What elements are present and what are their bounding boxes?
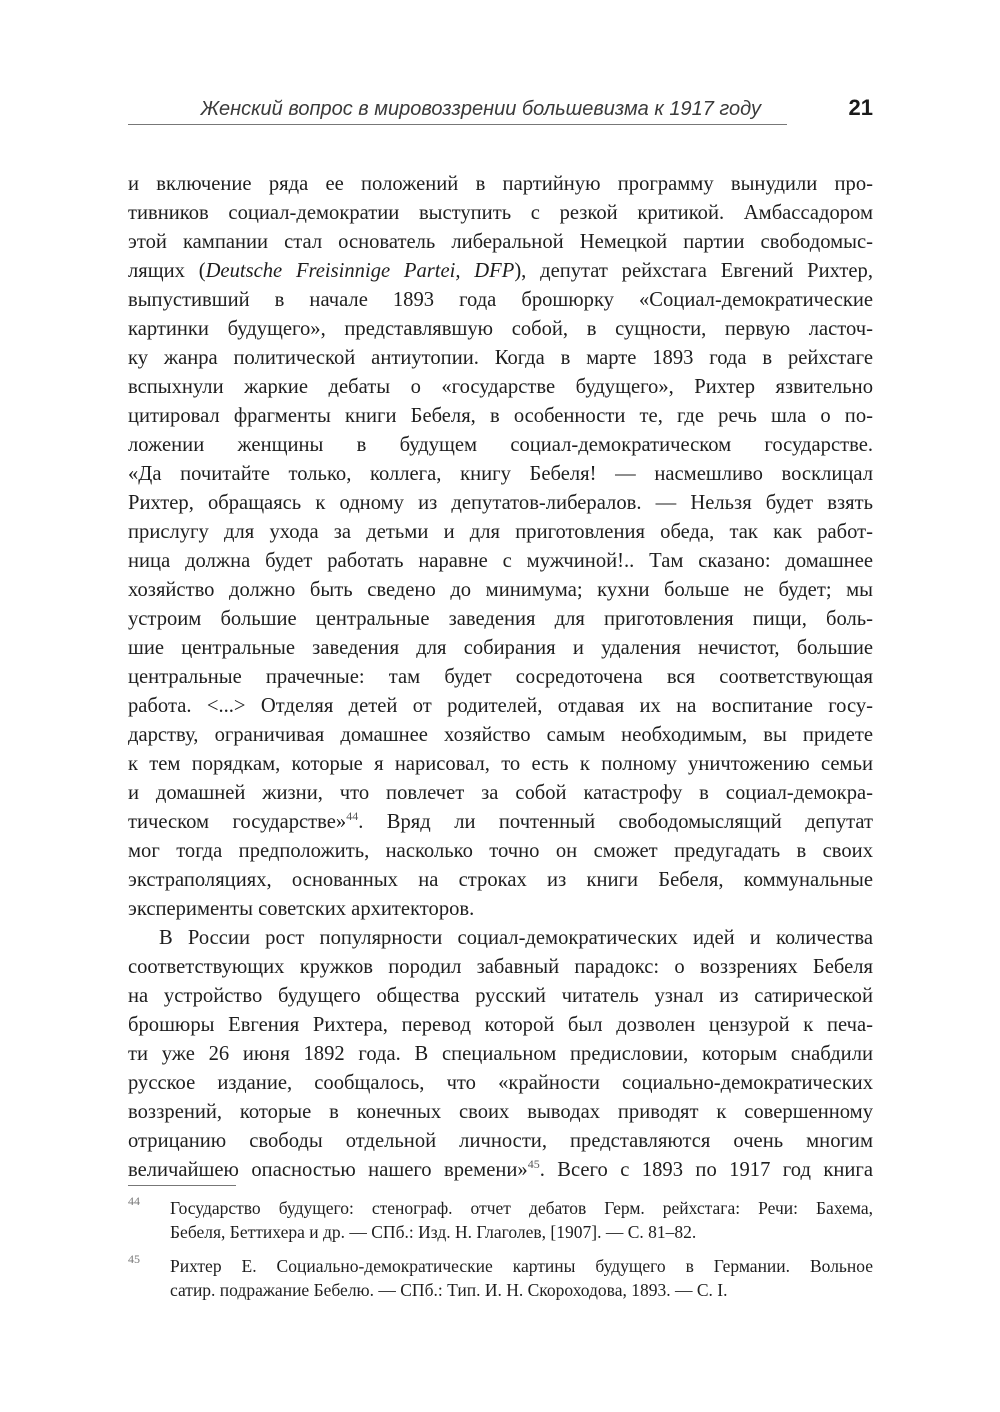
text-line: брошюры Евгения Рихтера, перевод которой был дозволен цензурой к печа- xyxy=(128,1014,873,1036)
text-segment: тическом государстве» xyxy=(128,811,347,833)
text-segment: величайшею опасностью нашего времени» xyxy=(128,1159,528,1181)
footnote-separator xyxy=(128,1185,236,1186)
footnote-number: 44 xyxy=(128,1194,140,1208)
text-line: лящих (Deutsche Freisinnige Partei, DFP), депутат рейхстага Евгений Рихтер, xyxy=(128,260,873,282)
header-rule xyxy=(128,124,787,125)
text-line: шие центральные заведения для собирания и удаления нечистот, большие xyxy=(128,637,873,659)
footnote-line: Рихтер Е. Социально-демократические картины будущего в Германии. Вольное xyxy=(170,1256,873,1276)
footnote-ref-45[interactable]: 45 xyxy=(527,1157,540,1172)
text-line: ница должна будет работать наравне с мужчиной!.. Там сказано: домашнее xyxy=(128,550,873,572)
footnote-44 xyxy=(128,1196,873,1244)
footnote-line: Государство будущего: стенограф. отчет дебатов Герм. рейхстага: Речи: Бахема, xyxy=(170,1198,873,1218)
text-segment: . Всего с 1893 по 1917 год книга xyxy=(539,1159,873,1181)
text-segment: . Вряд ли почтенный свободомыслящий депутат xyxy=(358,811,873,833)
text-line: выпустивший в начале 1893 года брошюрку «Социал-демократические xyxy=(128,289,873,311)
text-line: мог тогда предположить, насколько точно он сможет предугадать в своих xyxy=(128,840,873,862)
text-line: «Да почитайте только, коллега, книгу Бебеля! — насмешливо восклицал xyxy=(128,463,873,485)
footnote-number: 45 xyxy=(128,1252,140,1266)
text-line: и включение ряда ее положений в партийную программу вынудили про- xyxy=(128,173,873,195)
text-line: на устройство будущего общества русский читатель узнал из сатирической xyxy=(128,985,873,1007)
text-line: ти уже 26 июня 1892 года. В специальном предисловии, которым снабдили xyxy=(128,1043,873,1065)
running-header xyxy=(128,92,873,126)
text-line xyxy=(128,808,873,837)
text-line: центральные прачечные: там будет сосредоточена вся соответствующая xyxy=(128,666,873,688)
text-line: ку жанра политической антиутопии. Когда в марте 1893 года в рейхстаге xyxy=(128,347,873,369)
paragraph-2 xyxy=(128,924,873,1185)
text-line: воззрений, которые в конечных своих выводах приводят к совершенному xyxy=(128,1101,873,1123)
footnote-ref-44[interactable]: 44 xyxy=(346,809,359,824)
text-line: прислугу для ухода за детьми и для приготовления обеда, так как работ- xyxy=(128,521,873,543)
footnote-45 xyxy=(128,1254,873,1302)
page-number: 21 xyxy=(848,95,873,120)
text-line: тивников социал-демократии выступить с резкой критикой. Амбассадором xyxy=(128,202,873,224)
text-line: дарству, ограничивая домашнее хозяйство самым необходимым, вы придете xyxy=(128,724,873,746)
text-line: отрицанию свободы отдельной личности, представляются очень многим xyxy=(128,1130,873,1152)
text-line: устроим большие центральные заведения для приготовления пищи, боль- xyxy=(128,608,873,630)
paragraph-1 xyxy=(128,170,873,924)
text-line: вспыхнули жаркие дебаты о «государстве будущего», Рихтер язвительно xyxy=(128,376,873,398)
text-line: В России рост популярности социал-демократических идей и количества xyxy=(159,927,873,949)
footnote-line: сатир. подражание Бебелю. — СПб.: Тип. И. Н. Скороходова, 1893. — С. I. xyxy=(170,1280,728,1300)
running-title: Женский вопрос в мировоззрении большевизма к 1917 году xyxy=(200,98,761,120)
main-text xyxy=(128,170,873,1185)
text-line: к тем порядкам, которые я нарисовал, то есть к полному уничтожению семьи xyxy=(128,753,873,775)
text-line: картинки будущего», представлявшую собой, в сущности, первую ласточ- xyxy=(128,318,873,340)
footnotes xyxy=(128,1196,873,1312)
text-line: и домашней жизни, что повлечет за собой катастрофу в социал-демокра- xyxy=(128,782,873,804)
text-line: русское издание, сообщалось, что «крайности социально-демократических xyxy=(128,1072,873,1094)
text-line: Рихтер, обращаясь к одному из депутатов-либералов. — Нельзя будет взять xyxy=(128,492,873,514)
party-name-italic: Deutsche Freisinnige Partei, DFP xyxy=(205,260,515,282)
text-line: эксперименты советских архитекторов. xyxy=(128,898,475,920)
footnote-line: Бебеля, Беттихера и др. — СПб.: Изд. Н. Глаголев, [1907]. — С. 81–82. xyxy=(170,1222,697,1242)
text-line: работа. <...> Отделяя детей от родителей, отдавая их на воспитание госу- xyxy=(128,695,873,717)
text-line: цитировал фрагменты книги Бебеля, в особенности те, где речь шла о по- xyxy=(128,405,873,427)
text-line xyxy=(128,1156,873,1185)
text-line: хозяйство должно быть сведено до минимума; кухни больше не будет; мы xyxy=(128,579,873,601)
text-line: этой кампании стал основатель либеральной Немецкой партии свободомыс- xyxy=(128,231,873,253)
text-line: ложении женщины в будущем социал-демократическом государстве. xyxy=(128,434,873,456)
text-line: соответствующих кружков породил забавный парадокс: о воззрениях Бебеля xyxy=(128,956,873,978)
text-line: экстраполяциях, основанных на строках из книги Бебеля, коммунальные xyxy=(128,869,873,891)
